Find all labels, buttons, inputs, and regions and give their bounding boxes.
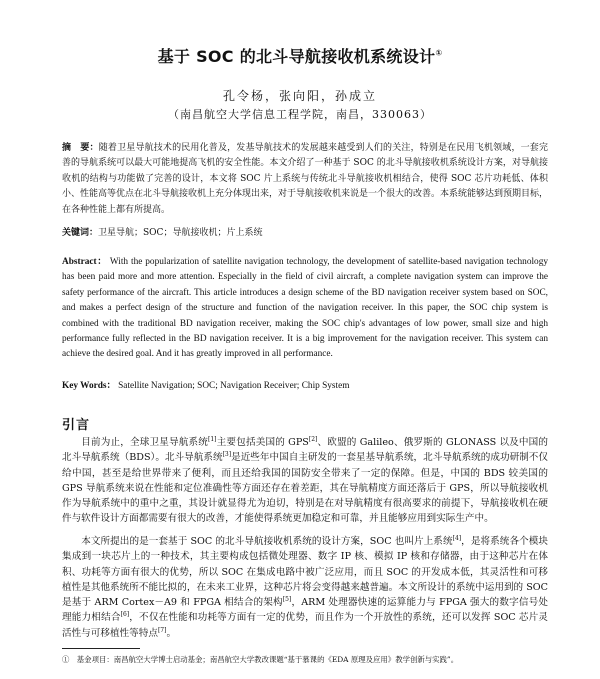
p2-text-a: 本文所提出的是一套基于 SOC 的北斗导航接收机系统的设计方案，SOC 也叫片上系统 [81,536,453,547]
paper-title [0,44,600,67]
english-keywords-text: Satellite Navigation; SOC; Navigation Receiver; Chip System [118,381,350,391]
footnote-divider [62,648,140,649]
p1-text-c: 、欧盟的 Galileo、俄罗斯的 GLONASS 以及中国的北斗导航系统（BDS）。北斗导航系统 [62,437,548,464]
p1-text-a: 目前为止，全球卫星导航系统 [81,437,209,448]
citation-ref[interactable]: [5] [282,596,292,603]
english-abstract-text: With the popularization of satellite navigation technology, the development of satellite-based navigation technology has been paid more and more attention. Especially in the field of civil aircraft, a complete navigation system can improve the safety performance of the aircraft. This article introduces a design scheme of the BD navigation receiver system based on SOC, and makes a perfect design of the structure and function of the navigation receiver. In this paper, the SOC chip system is combined with the traditional BD navigation receiver, making the SOC chip's advantages of low power, small size and high performance fully reflected in the BD navigation receiver. It is a big improvement for the navigation receiver. This system can achieve the desired goal. And it has greatly improved in all performance. [62,257,548,360]
english-keywords-label: Key Words： [62,381,116,391]
chinese-abstract-label: 摘 要： [62,143,99,153]
citation-ref[interactable]: [1] [208,435,217,443]
english-keywords [62,379,548,394]
affiliation: （南昌航空大学信息工程学院，南昌，330063） [168,108,432,121]
funding-footnote: ① 基金项目：南昌航空大学博士启动基金；南昌航空大学教改课题“基于慕课的《EDA 原理及应用》教学创新与实践”。 [62,655,459,664]
section-heading: 引言 [62,418,91,433]
citation-ref[interactable]: [6] [120,611,130,619]
chinese-keywords-text: 卫星导航；SOC；导航接收机；片上系统 [98,228,263,238]
title-text: 基于 SOC 的北斗导航接收机系统设计 [157,47,436,66]
citation-ref[interactable]: [3] [222,451,232,459]
chinese-abstract-text: 随着卫星导航技术的民用化普及，发基导航技术的发展越来越受到人们的关注，特别是在民用飞机领域，一套完善的导航系统可以最大可能地提高飞机的安全性能。本文介绍了一种基于 SOC 的北斗导航接收机系统设计方案，对导航接收机的结构与功能做了完善的设计，本文将 SOC 片上系统与传统北斗导航接收机相结合，使得 SOC 芯片功耗低、体积小、性能高等优点在北斗导航接收机上充分体现出来，对于导航接收机来说是一个很大的改善。本系统能够达到预期目标，在各种性能上都有所提高。 [62,143,549,215]
citation-ref[interactable]: [7] [157,626,167,634]
intro-paragraph-2 [62,534,548,641]
citation-ref[interactable]: [2] [308,435,318,443]
author-list: 孔令杨，张向阳，孙成立 [222,89,377,103]
p2-text-c: ，ARM 处理器快速的运算能力与 FPGA 强大的数字信号处理能力相结合 [62,597,548,624]
p1-text-d: 是近些年中国自主研发的一套星基导航系统，北斗导航系统的成功研制不仅给中国，甚至是给世界带来了便利，而且还给我国的国防安全带来了一定的保障。但是，中国的 BDS 较美国的 GPS 导航系统来说在性能和定位准确性等方面还存在着差距，其在导航精度方面还落后于 GPS，所以导航接收机作为导航系统中的重中之重，其设计就显得尤为迫切，特别是在对导航精度有很高要求的前提下，导航接收机在硬件与软件设计方面都需要有很大的改善，才能使得系统更加稳定和可靠，并且能够应用到实际生产中。 [62,452,548,525]
english-abstract [62,255,548,363]
chinese-abstract [62,141,548,218]
english-abstract-label: Abstract： [62,257,108,267]
p2-text-b: ，是将系统各个模块集成到一块芯片上的一种技术，其主要构成包括微处理器、数字 IP 核、模拟 IP 核和存储器，由于这种芯片在体积、功耗等方面有很大的优势，所以 SOC 在集成电路中被广泛应用，而且 SOC 的开发成本低，其灵活性和可移植性是其他系统所不能比拟的，在未来工业界，这种芯片将会变得越来越普遍。本文所设计的系统中运用到的 SOC 是基于 ARM Cortex－A9 和 FPGA 相结合的架构 [62,536,548,609]
p1-text-b: 主要包括美国的 GPS [216,437,309,448]
citation-ref[interactable]: [4] [452,534,462,542]
chinese-keywords-label: 关键词： [62,228,99,238]
title-footnote-mark: ① [435,48,443,58]
p2-text-e: 。 [166,627,177,639]
chinese-keywords [62,226,548,241]
intro-paragraph-1 [62,435,548,527]
p2-text-d: ，不仅在性能和功耗等方面有一定的优势，而且作为一个开放性的系统，还可以发挥 SOC 芯片灵活性与可移植性等特点 [62,612,548,639]
